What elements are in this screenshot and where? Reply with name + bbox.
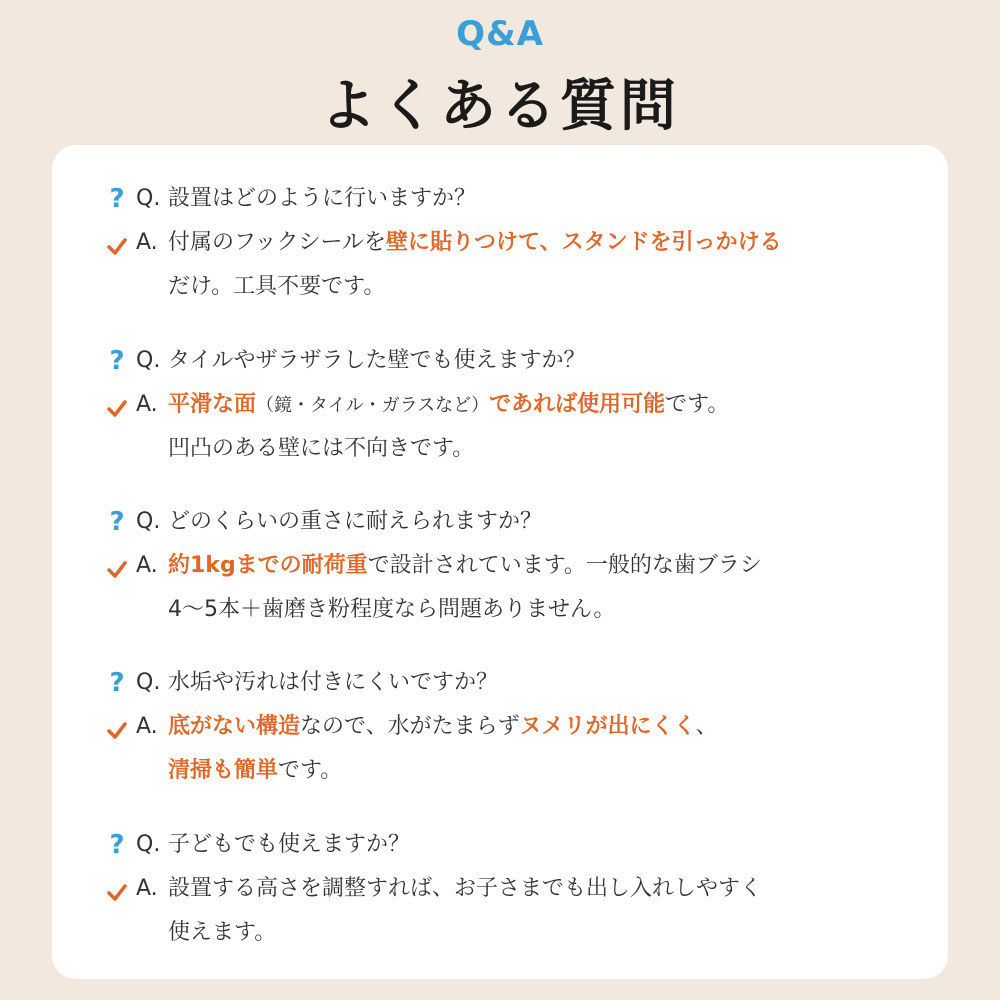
answer-row <box>104 221 924 265</box>
answer-continuation: 清掃も簡単です。 <box>168 758 343 783</box>
faq-card <box>52 145 948 979</box>
answer-note: （鏡・タイル・ガラスなど） <box>256 395 490 416</box>
question-row <box>104 177 924 221</box>
page-title: よくある質問 <box>320 74 680 139</box>
answer-highlight: 底がない構造 <box>168 714 301 739</box>
answer-continuation: だけ。工具不要です。 <box>168 274 386 299</box>
answer-prefix: A. <box>136 553 158 578</box>
question-mark-icon: ? <box>109 346 125 376</box>
question-mark-icon: ? <box>109 668 125 698</box>
question-mark-icon: ? <box>109 507 125 537</box>
question-prefix: Q. <box>136 186 161 211</box>
answer-prefix: A. <box>136 392 158 417</box>
question-row <box>104 339 924 383</box>
answer-highlight: 清掃も簡単 <box>168 758 279 783</box>
answer-row <box>104 705 924 749</box>
question-mark-icon: ? <box>109 184 125 214</box>
faq-item <box>104 823 924 955</box>
answer-text: 付属のフックシールを壁に貼りつけて、スタンドを引っかける <box>168 230 782 255</box>
answer-continuation: 凹凸のある壁には不向きです。 <box>168 436 475 461</box>
question-row <box>104 500 924 544</box>
answer-row <box>104 544 924 588</box>
answer-prefix: A. <box>136 714 158 739</box>
question-prefix: Q. <box>136 832 161 857</box>
question-prefix: Q. <box>136 670 161 695</box>
answer-text: 設置する高さを調整すれば、お子さまでも出し入れしやすく <box>168 876 763 901</box>
question-row <box>104 661 924 705</box>
faq-item <box>104 661 924 793</box>
question-text: どのくらいの重さに耐えられますか？ <box>168 509 543 534</box>
question-text: 水垢や汚れは付きにくいですか？ <box>168 670 499 695</box>
faq-item <box>104 500 924 632</box>
answer-text: 底がない構造なので、水がたまらずヌメリが出にくく、 <box>168 714 718 739</box>
qa-label: Q&A <box>456 14 544 54</box>
answer-highlight: であれば使用可能 <box>489 392 666 417</box>
answer-prefix: A. <box>136 230 158 255</box>
answer-text: 約1kgまでの耐荷重で設計されています。一般的な歯ブラシ <box>168 553 762 578</box>
answer-continuation: 使えます。 <box>168 920 277 945</box>
answer-continuation: 4～5本＋歯磨き粉程度なら問題ありません。 <box>168 597 616 622</box>
answer-highlight: 壁に貼りつけて、スタンドを引っかける <box>386 230 782 255</box>
answer-highlight: 約1kgまでの耐荷重 <box>168 553 368 578</box>
faq-item <box>104 339 924 471</box>
answer-row <box>104 867 924 911</box>
question-text: タイルやザラザラした壁でも使えますか？ <box>168 348 586 373</box>
question-prefix: Q. <box>136 348 161 373</box>
answer-row <box>104 383 924 427</box>
question-text: 子どもでも使えますか？ <box>168 832 411 857</box>
answer-highlight: 平滑な面 <box>168 392 257 417</box>
faq-item <box>104 177 924 309</box>
question-mark-icon: ? <box>109 830 125 860</box>
answer-text: 平滑な面（鏡・タイル・ガラスなど）であれば使用可能です。 <box>168 392 730 417</box>
answer-highlight: ヌメリが出にくく <box>519 714 696 739</box>
question-prefix: Q. <box>136 509 161 534</box>
question-text: 設置はどのように行いますか？ <box>168 186 477 211</box>
answer-prefix: A. <box>136 876 158 901</box>
question-row <box>104 823 924 867</box>
